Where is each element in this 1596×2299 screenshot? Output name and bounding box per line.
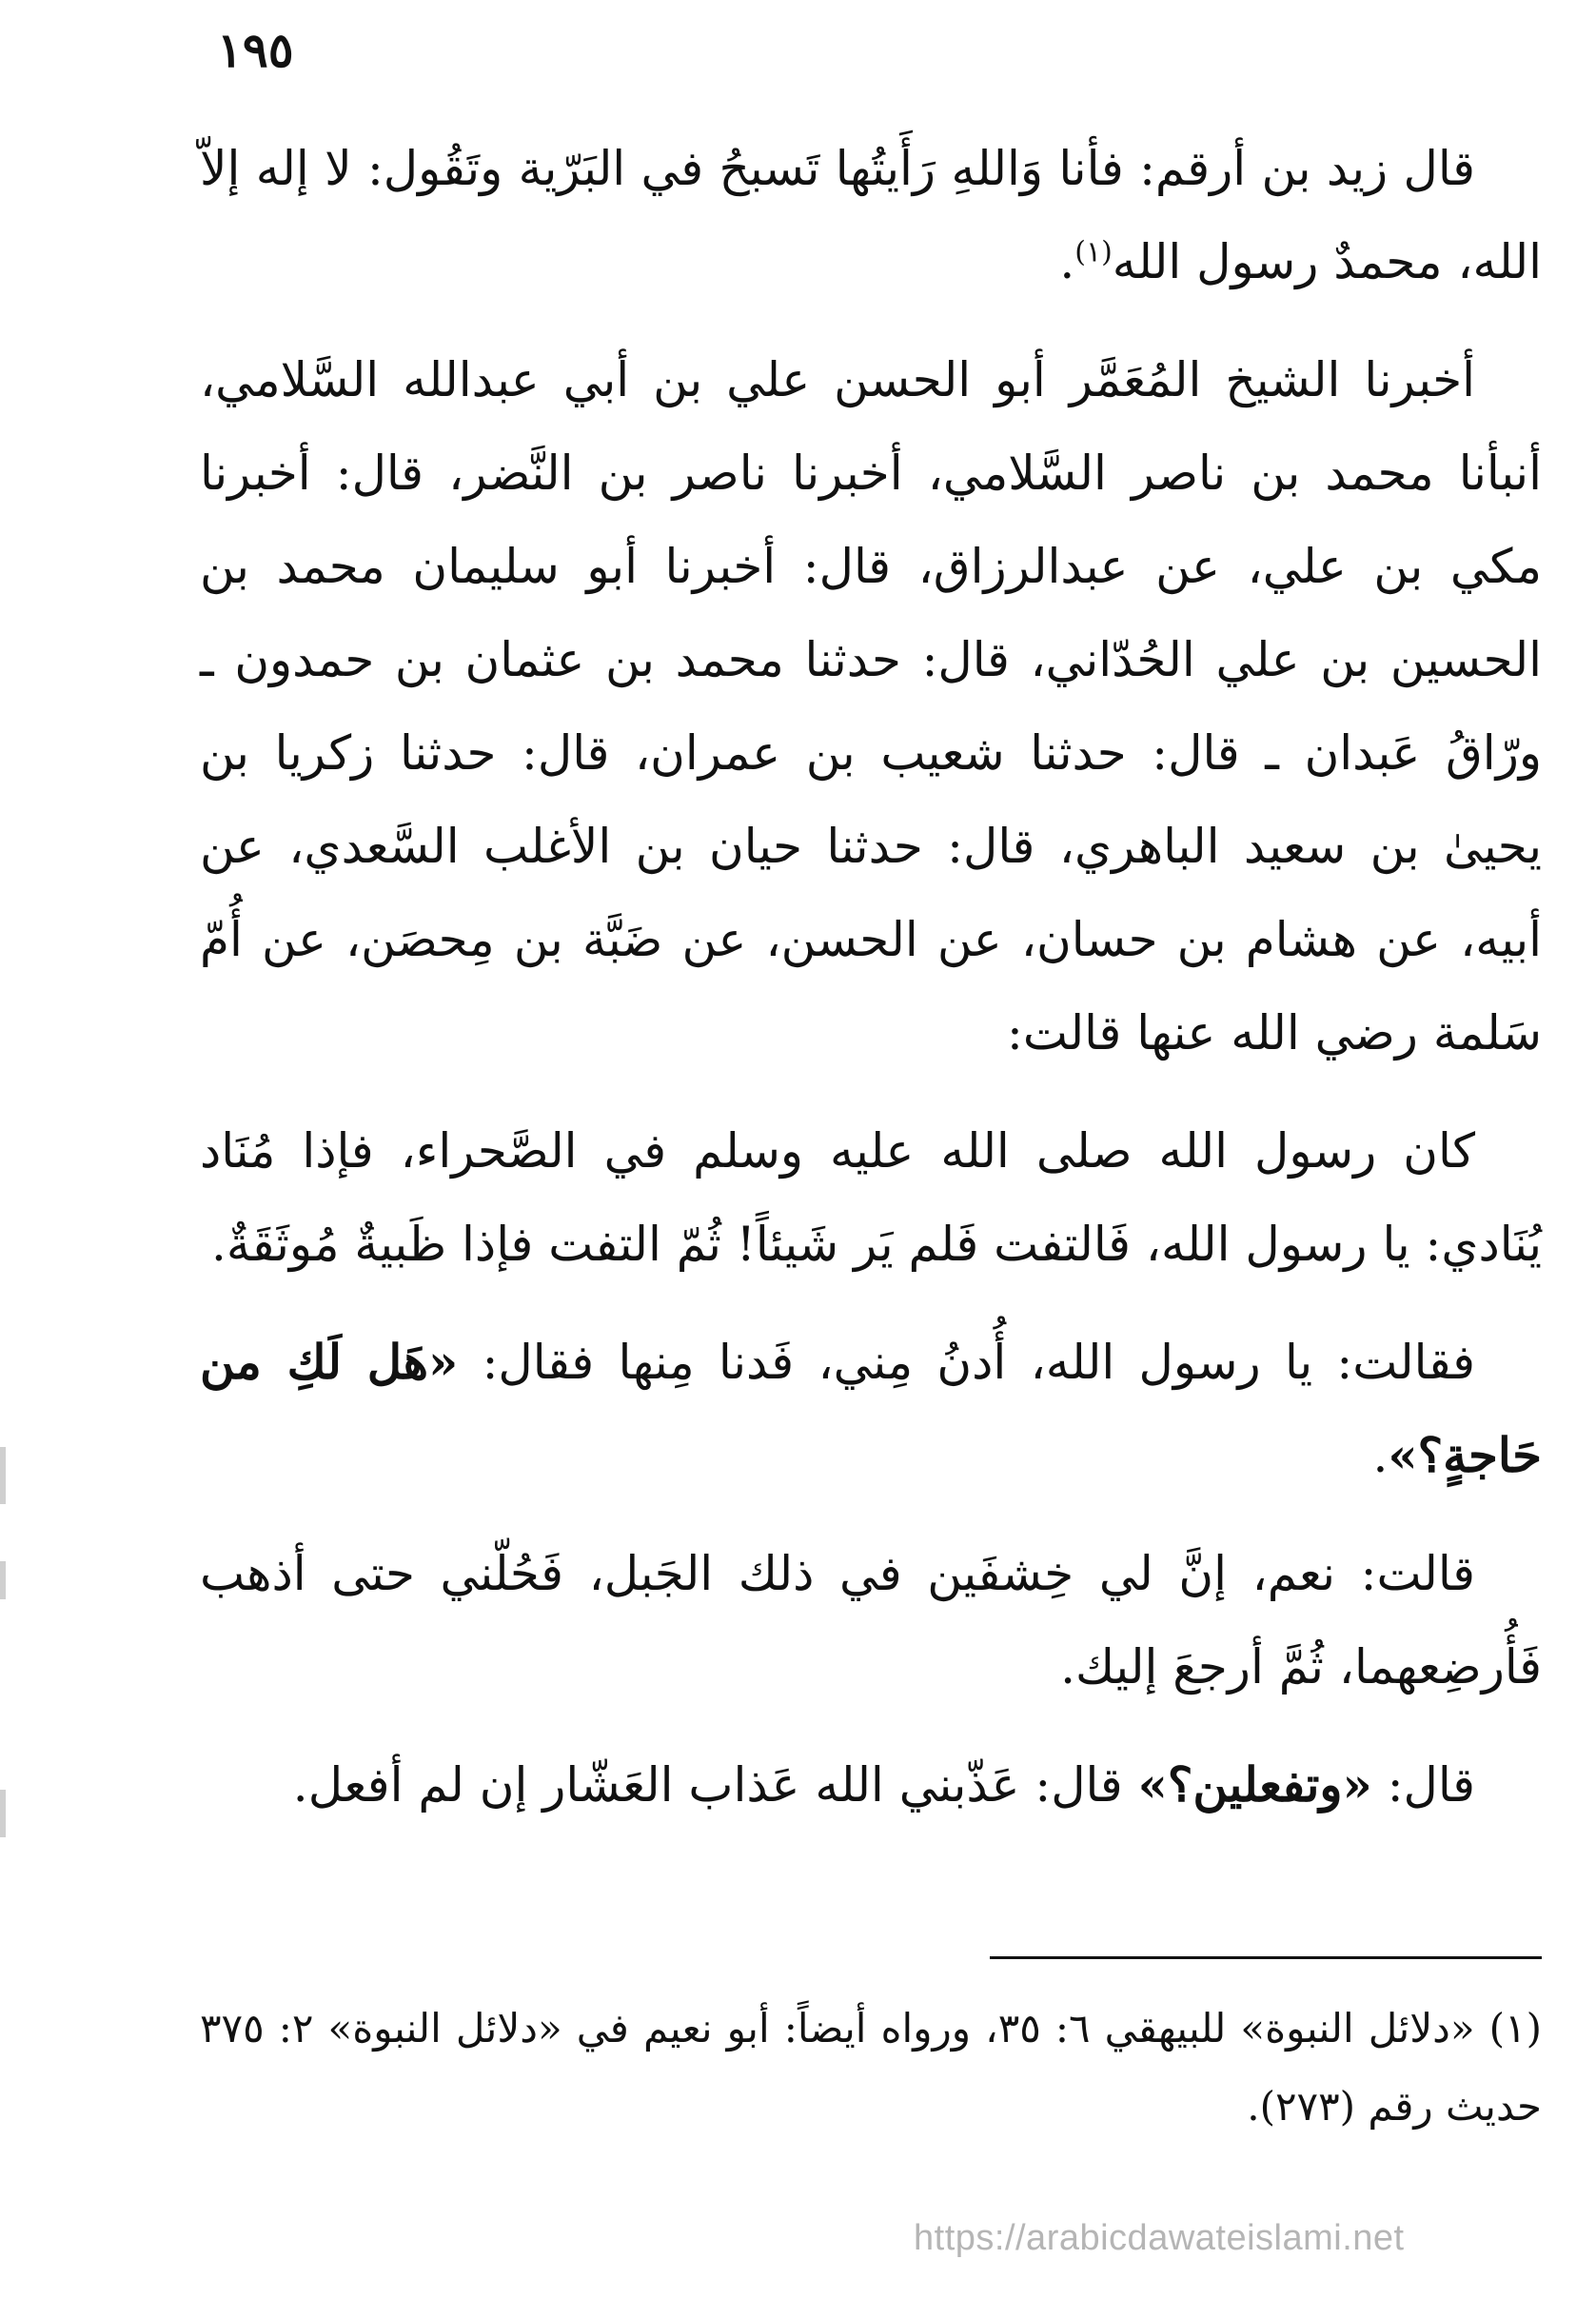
prophet-question-quote: «وتفعلين؟» [1137,1756,1372,1813]
paragraph-1 [200,122,1542,308]
paragraph-3: كان رسول الله صلى الله عليه وسلم في الصَّحراء، فإذا مُنَاد يُنَادي: يا رسول الله، فَالتفت فَلم يَر شَيئاً! ثُمّ التفت فإذا ظَبيةٌ مُوثَقَةٌ. [200,1123,1542,1272]
paragraph-4 [200,1316,1542,1502]
watermark-url: https://arabicdawateislami.net [914,2218,1405,2258]
scan-artifact [0,1790,6,1837]
main-text [200,122,1542,1832]
paragraph-1-text: قال زيد بن أرقم: فأنا وَاللهِ رَأَيتُها تَسبحُ في البَرّية وتَقُول: لا إله إلاّ الله، محمدٌ رسول الله [200,141,1542,289]
footnote-reference[interactable]: (١) [1074,235,1113,269]
paragraph-6 [200,1738,1542,1832]
paragraph-4-text: فقالت: يا رسول الله، أُدنُ مِني، فَدنا مِنها فقال: [458,1335,1476,1390]
paragraph-6-text-before: قال: [1371,1757,1475,1813]
scan-artifact [0,1447,6,1504]
scan-artifact [0,1561,6,1599]
page-number: ١٩٥ [217,22,294,78]
footnote-1: (١) «دلائل النبوة» للبيهقي ٦: ٣٥، ورواه أيضاً: أبو نعيم في «دلائل النبوة» ٢: ٣٧٥ حديث رقم (٢٧٣). [200,2005,1542,2130]
paragraph-6-text-after: قال: عَذّبني الله عَذاب العَشّار إن لم أفعل. [292,1757,1138,1813]
footnote-divider [990,1956,1542,1959]
paragraph-1-trailing: . [1059,234,1075,289]
footnotes [200,1990,1542,2146]
prophet-quote: «هَل لَكِ من حَاجةٍ؟» [200,1334,1542,1483]
paragraph-5: قالت: نعم، إنَّ لي خِشفَين في ذلك الجَبل، فَحُلّني حتى أذهب فَأُرضِعهما، ثُمَّ أرجعَ إليك. [200,1546,1542,1695]
paragraph-2: أخبرنا الشيخ المُعَمَّر أبو الحسن علي بن أبي عبدالله السَّلامي، أنبأنا محمد بن ناصر السَّلامي، أخبرنا ناصر بن النَّضر، قال: أخبرنا مكي بن علي، عن عبدالرزاق، قال: أخبرنا أبو سليمان محمد بن الحسين بن علي الحُدّاني، قال: حدثنا محمد بن عثمان بن حمدون ـ ورّاقُ عَبدان ـ قال: حدثنا شعيب بن عمران، قال: حدثنا زكريا بن يحيىٰ بن سعيد الباهري، قال: حدثنا حيان بن الأغلب السَّعدي، عن أبيه، عن هشام بن حسان، عن الحسن، عن ضَبَّة بن مِحصَن، عن أُمّ سَلمة رضي الله عنها قالت: [200,352,1542,1060]
paragraph-4-trailing: . [1372,1428,1389,1483]
